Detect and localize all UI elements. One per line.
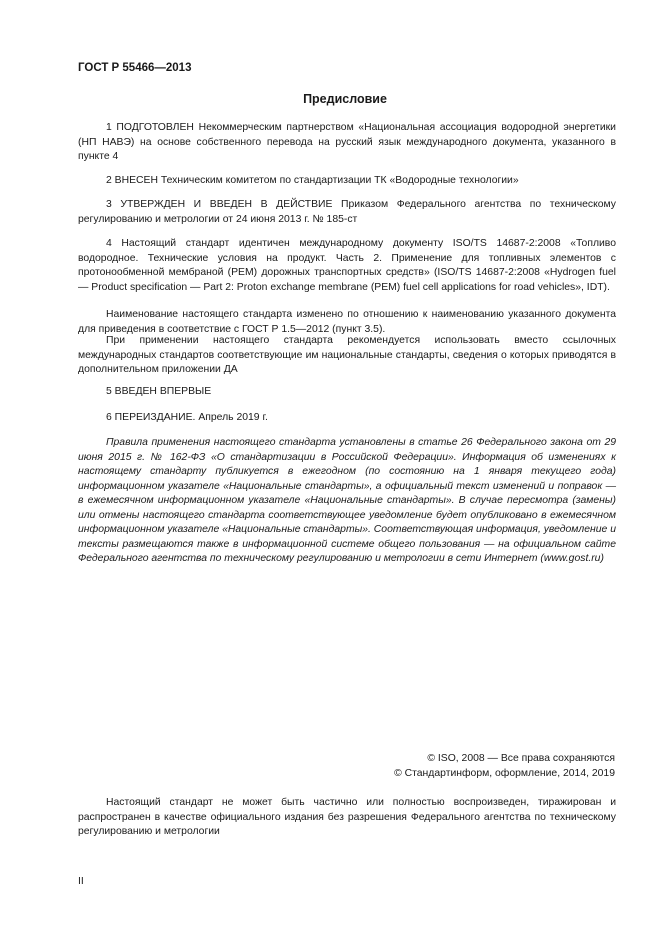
rules-of-application: Правила применения настоящего стандарта установлены в статье 26 Федерального закона от 29 июня 2015 г. № 162-ФЗ «О стандартизации в Российской Федерации». Информация об изменениях к настоящему стандарту публикуется в ежегодном (по состоянию на 1 января текущего года) информационном указателе «Национальные стандарты», а официальный текст изменений и поправок — в ежемесячном информационном указателе «Национальные стандарты». В случае пересмотра (замены) или отмены настоящего стандарта соответствующее уведомление будет опубликовано в ежемесячном информационном указателе «Национальные стандарты». Соответствующая информация, уведомление и тексты размещаются также в информационной системе общего пользования — на официальном сайте Федерального агентства по техническому регулированию и метрологии в сети Интернет (www.gost.ru) (78, 437, 616, 564)
reproduction-notice: Настоящий стандарт не может быть частично или полностью воспроизведен, тиражирован и распространен в качестве официального издания без разрешения Федерального агентства по техническому регулированию и метрологии (78, 797, 616, 837)
page-title: Предисловие (303, 92, 387, 106)
item-2-introduced: 2 ВНЕСЕН Техническим комитетом по стандартизации ТК «Водородные технологии» (106, 175, 519, 186)
item-6-reissue: 6 ПЕРЕИЗДАНИЕ. Апрель 2019 г. (106, 412, 268, 423)
item-4-identical: 4 Настоящий стандарт идентичен международному документу ISO/TS 14687-2:2008 «Топливо водородное. Технические условия на продукт. Часть 2. Применение для топливных элементов с протонообменной мембраной (PEM) дорожных транспортных средств» (ISO/TS 14687-2:2008 «Hydrogen fuel — Product specification — Part 2: Proton exchange membrane (PEM) fuel cell applications for road vehicles», IDT). (78, 238, 616, 293)
iso-copyright: © ISO, 2008 — Все права сохраняются (427, 753, 615, 764)
page-number: II (78, 876, 84, 887)
standartinform-copyright: © Стандартинформ, оформление, 2014, 2019 (394, 768, 615, 779)
item-3-approved: 3 УТВЕРЖДЕН И ВВЕДЕН В ДЕЙСТВИЕ Приказом Федерального агентства по техническому регулированию и метрологии от 24 июня 2013 г. № 185-ст (78, 199, 616, 225)
item-1-prepared: 1 ПОДГОТОВЛЕН Некоммерческим партнерством «Национальная ассоциация водородной энергетики (НП НАВЭ) на основе собственного перевода на русский язык международного документа, указанного в пункте 4 (78, 122, 616, 162)
item-4-references: При применении настоящего стандарта рекомендуется использовать вместо ссылочных международных стандартов соответствующие им национальные стандарты, сведения о которых приводятся в дополнительном приложении ДА (78, 335, 616, 375)
document-code: ГОСТ Р 55466—2013 (78, 62, 192, 74)
item-4-name-change: Наименование настоящего стандарта изменено по отношению к наименованию указанного документа для приведения в соответствие с ГОСТ Р 1.5—2012 (пункт 3.5). (78, 309, 616, 335)
item-5-first-time: 5 ВВЕДЕН ВПЕРВЫЕ (106, 386, 212, 397)
